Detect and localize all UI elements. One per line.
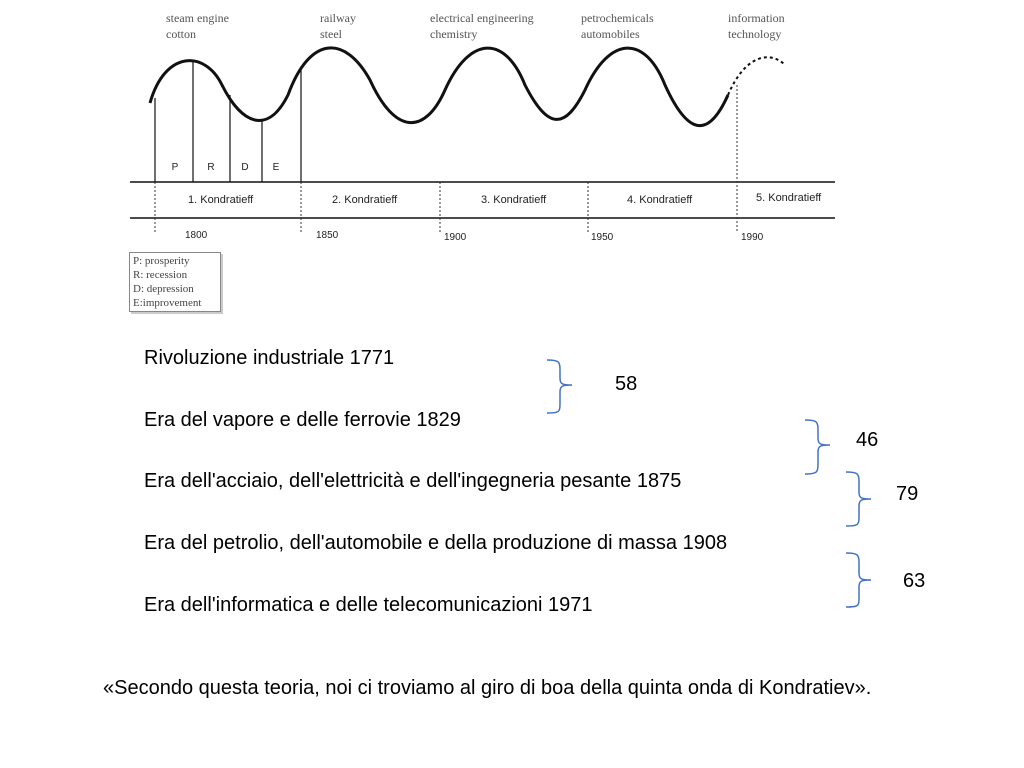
era-label-1 [166,10,229,42]
era-label-5 [728,10,785,42]
kondratieff-2: 2. Kondratieff [332,194,398,206]
conclusion-quote: «Secondo questa teoria, noi ci troviamo al giro di boa della quinta onda di Kondratiev». [103,677,872,699]
kondratieff-4: 4. Kondratieff [627,194,693,206]
gap-79: 79 [896,483,919,505]
era-label-5-line1: information [728,11,785,25]
phase-r: R [207,162,215,173]
era-information-telecom: Era dell'informatica e delle telecomunicazioni 1971 [144,594,593,616]
era-label-3-line1: electrical engineering [430,11,534,25]
year-1990: 1990 [741,232,764,243]
bracket-3 [846,472,871,526]
era-label-2-line1: railway [320,11,356,25]
legend-depression: D: depression [133,283,194,295]
era-label-4 [581,10,654,42]
year-1900: 1900 [444,232,467,243]
era-label-1-line2: cotton [166,27,196,41]
era-label-1-line1: steam engine [166,11,229,25]
era-label-4-line1: petrochemicals [581,11,654,25]
era-label-5-line2: technology [728,27,782,41]
phase-d: D [241,162,249,173]
wave-curve [150,48,728,126]
bracket-1 [547,360,572,413]
gap-46: 46 [856,429,879,451]
era-label-4-line2: automobiles [581,27,640,41]
bracket-2 [805,420,830,474]
legend-prosperity: P: prosperity [133,255,190,267]
year-1850: 1850 [316,230,339,241]
bracket-4 [846,553,871,607]
legend-recession: R: recession [133,269,188,281]
kondratieff-3: 3. Kondratieff [481,194,547,206]
year-1800: 1800 [185,230,208,241]
era-label-2-line2: steel [320,27,342,41]
era-industrial-revolution: Rivoluzione industriale 1771 [144,347,395,369]
year-1950: 1950 [591,232,614,243]
era-steel-electricity: Era dell'acciaio, dell'elettricità e dell'ingegneria pesante 1875 [144,470,682,492]
era-label-3-line2: chemistry [430,27,478,41]
era-label-3 [430,10,534,42]
gap-58: 58 [615,373,638,395]
kondratieff-1: 1. Kondratieff [188,194,254,206]
era-steam-railways: Era del vapore e delle ferrovie 1829 [144,409,461,431]
era-oil-automobile: Era del petrolio, dell'automobile e della produzione di massa 1908 [144,532,728,554]
phase-p: P [171,162,179,173]
phase-e: E [272,162,280,173]
legend-improvement: E:improvement [133,297,202,309]
gap-63: 63 [903,570,926,592]
era-label-2 [320,10,356,42]
phase-legend [129,252,221,312]
kondratieff-5: 5. Kondratieff [756,192,822,204]
